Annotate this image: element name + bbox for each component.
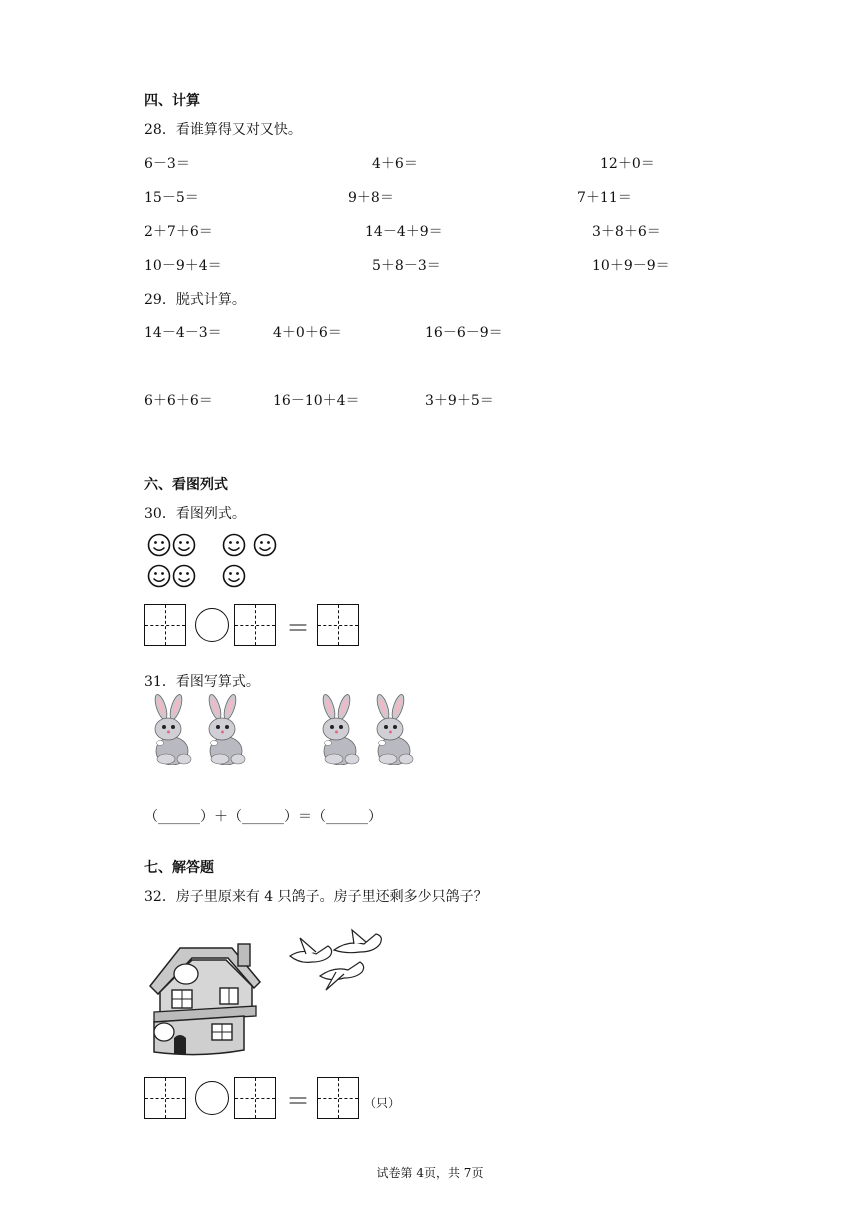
answer-box[interactable] bbox=[144, 1077, 186, 1119]
rabbits-illustration bbox=[140, 693, 430, 765]
pigeon-icon bbox=[334, 930, 381, 953]
question-29-prompt: 29．脱式计算。 bbox=[144, 292, 246, 308]
house-illustration bbox=[140, 934, 266, 1062]
smiley-icon bbox=[174, 566, 195, 587]
equals-sign: ＝ bbox=[286, 1087, 310, 1115]
q28-expression: 4＋6＝ bbox=[372, 156, 418, 172]
pigeon-icon bbox=[320, 962, 364, 990]
q29-expression: 14－4－3＝ bbox=[144, 325, 222, 341]
q28-expression: 10－9＋4＝ bbox=[144, 258, 222, 274]
flying-pigeons-illustration bbox=[286, 928, 392, 996]
page-footer: 试卷第 4页，共 7页 bbox=[376, 1166, 484, 1180]
operator-circle[interactable] bbox=[195, 1081, 229, 1115]
q28-expression: 14－4＋9＝ bbox=[365, 224, 443, 240]
question-30-prompt: 30．看图列式。 bbox=[144, 506, 246, 522]
q28-expression: 9＋8＝ bbox=[348, 190, 394, 206]
question-32-prompt: 32．房子里原来有 4 只鸽子。房子里还剩多少只鸽子？ bbox=[144, 889, 488, 905]
answer-box[interactable] bbox=[317, 604, 359, 646]
q29-expression: 16－10＋4＝ bbox=[273, 393, 360, 409]
smiley-icon bbox=[149, 566, 170, 587]
q31-fill-in-formula[interactable]: （______）＋（______）＝（______） bbox=[144, 809, 382, 825]
operator-circle[interactable] bbox=[195, 608, 229, 642]
smiley-icon bbox=[224, 535, 245, 556]
section-heading-answer: 七、解答题 bbox=[144, 860, 214, 876]
q29-expression: 16－6－9＝ bbox=[425, 325, 503, 341]
answer-box[interactable] bbox=[144, 604, 186, 646]
q28-expression: 7＋11＝ bbox=[577, 190, 632, 206]
answer-box[interactable] bbox=[317, 1077, 359, 1119]
pigeon-icon bbox=[290, 938, 332, 962]
section-heading-picture: 六、看图列式 bbox=[144, 477, 228, 493]
q28-expression: 5＋8－3＝ bbox=[372, 258, 441, 274]
smiley-icon bbox=[255, 535, 276, 556]
rabbit-icon bbox=[153, 693, 191, 765]
question-31-prompt: 31．看图写算式。 bbox=[144, 674, 260, 690]
smiley-icon bbox=[224, 566, 245, 587]
equals-sign: ＝ bbox=[286, 614, 310, 642]
q28-expression: 2＋7＋6＝ bbox=[144, 224, 213, 240]
unit-label: （只） bbox=[364, 1096, 401, 1110]
q29-expression: 4＋0＋6＝ bbox=[273, 325, 342, 341]
answer-box[interactable] bbox=[234, 1077, 276, 1119]
q28-expression: 12＋0＝ bbox=[600, 156, 655, 172]
q28-expression: 6－3＝ bbox=[144, 156, 190, 172]
q28-expression: 3＋8＋6＝ bbox=[592, 224, 661, 240]
q29-expression: 3＋9＋5＝ bbox=[425, 393, 494, 409]
question-28-prompt: 28．看谁算得又对又快。 bbox=[144, 122, 302, 138]
q28-expression: 15－5＝ bbox=[144, 190, 199, 206]
smiley-icon bbox=[149, 535, 170, 556]
section-heading-calc: 四、计算 bbox=[144, 93, 200, 109]
smiley-faces-illustration bbox=[140, 530, 290, 592]
rabbit-icon bbox=[207, 693, 245, 765]
rabbit-icon bbox=[375, 693, 413, 765]
answer-box[interactable] bbox=[234, 604, 276, 646]
smiley-icon bbox=[174, 535, 195, 556]
q29-expression: 6＋6＋6＝ bbox=[144, 393, 213, 409]
q28-expression: 10＋9－9＝ bbox=[592, 258, 670, 274]
rabbit-icon bbox=[321, 693, 359, 765]
